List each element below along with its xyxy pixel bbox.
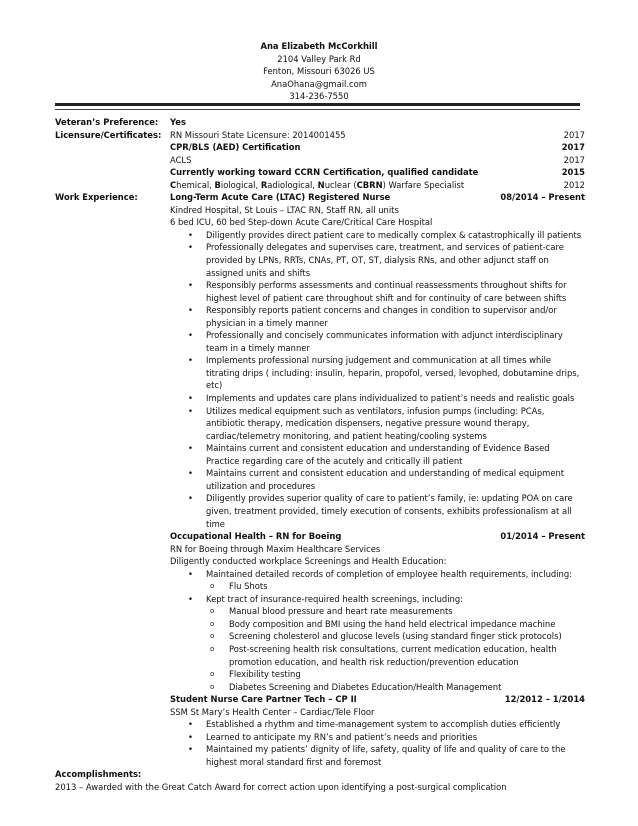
list-item: • Responsibly performs assessments and continual reassessments throughout shifts for highest level of patient care throughout shift and for continuity of care between shifts — [170, 279, 585, 304]
job-title: Occupational Health – RN for Boeing 01/2014 – Present — [170, 531, 585, 542]
city-state-zip: Fenton, Missouri 63026 US — [263, 66, 375, 77]
job-title: Long-Term Acute Care (LTAC) Registered Nurse 08/2014 – Present — [170, 192, 585, 203]
job-description: RN for Boeing through Maxim Healthcare Services Diligently conducted workplace Screenings and Health Education: — [170, 543, 447, 567]
list-item: • Maintained my patients’ dignity of life, safety, quality of life and quality of care to the highest moral standard first and foremost — [170, 743, 585, 768]
list-item: • Utilizes medical equipment such as ventilators, infusion pumps (including: PCAs, antibiotic therapy, medication dispensers, negative pressure wound therapy, cardiac/telemetry monitoring, and patient heating/cooling systems — [170, 405, 585, 443]
header-divider-thick — [55, 103, 580, 106]
job-bullets — [170, 229, 585, 530]
accomplishment-item: 2013 – Awarded with the Great Catch Award for correct action upon identifying a post-surgical complication — [55, 781, 507, 792]
list-item: • Learned to anticipate my RN’s and patient’s needs and priorities — [170, 731, 585, 744]
work-experience-row — [55, 191, 585, 204]
header-divider-thin — [55, 109, 580, 110]
sub-list-item: o Manual blood pressure and heart rate measurements — [170, 605, 585, 618]
license-item: CPR/BLS (AED) Certification 2017 — [170, 142, 585, 153]
list-item: • Maintains current and consistent education and understanding of Evidence Based Practice regarding care of the acutely and critically ill patient — [170, 442, 585, 467]
phone-number: 314-236-7550 — [289, 91, 349, 102]
job-description: SSM St Mary’s Health Center – Cardiac/Tele Floor — [170, 706, 375, 717]
license-row — [55, 154, 585, 167]
veteran-preference-row — [55, 116, 585, 129]
license-item: Currently working toward CCRN Certification, qualified candidate 2015 — [170, 167, 585, 178]
sub-list-item: o Flu Shots — [170, 580, 585, 593]
job2-heading-row — [55, 530, 585, 543]
sub-list-item: o Flexibility testing — [170, 668, 585, 681]
job-title: Student Nurse Care Partner Tech – CP II 12/2012 – 1/2014 — [170, 694, 585, 705]
sub-list-item: o Body composition and BMI using the hand held electrical impedance machine — [170, 618, 585, 631]
list-item: • Professionally and concisely communicates information with adjunct interdisciplinary team in a timely manner — [170, 329, 585, 354]
list-item: • Professionally delegates and supervises care, treatment, and services of patient-care provided by LPNs, RRTs, CNAs, PT, OT, ST, dialysis RNs, and other adjunct staff on assigned units and shifts — [170, 241, 585, 279]
veteran-value: Yes — [170, 117, 186, 127]
job-description: Kindred Hospital, St Louis – LTAC RN, Staff RN, all units 6 bed ICU, 60 bed Step-down Acute Care/Critical Care Hospital — [170, 204, 433, 228]
list-item: • Kept tract of insurance-required health screenings, including: — [170, 593, 585, 606]
license-row — [55, 166, 585, 179]
license-item: ACLS 2017 — [170, 154, 585, 165]
job-bullets — [170, 568, 585, 693]
sub-list-item: o Post-screening health risk consultations, current medication education, health promotion education, and health risk reduction/prevention education — [170, 643, 585, 668]
list-item: • Diligently provides superior quality of care to patient’s family, ie: updating POA on care given, treatment provided, timely execution of consents, exhibits professionalism at all time — [170, 492, 585, 530]
licensure-row — [55, 129, 585, 142]
list-item: • Diligently provides direct patient care to medically complex & catastrophically ill patients — [170, 229, 585, 242]
list-item: • Responsibly reports patient concerns and changes in condition to supervisor and/or physician in a timely manner — [170, 304, 585, 329]
license-row — [55, 179, 585, 192]
accomplishments-label: Accomplishments: — [55, 769, 142, 780]
list-item: • Implements and updates care plans individualized to patient’s needs and realistic goals — [170, 392, 585, 405]
sub-list-item: o Diabetes Screening and Diabetes Education/Health Management — [170, 681, 585, 694]
license-item: RN Missouri State Licensure: 2014001455 2017 — [170, 129, 585, 140]
licensure-label: Licensure/Certificates: — [55, 129, 162, 140]
work-experience-label: Work Experience: — [55, 192, 138, 203]
street-address: 2104 Valley Park Rd — [277, 53, 361, 64]
resume-body — [55, 116, 585, 794]
list-item: • Maintains current and consistent education and understanding of medical equipment utilization and procedures — [170, 467, 585, 492]
sub-list-item: o Screening cholesterol and glucose levels (using standard finger stick protocols) — [170, 630, 585, 643]
veteran-label: Veteran’s Preference: — [55, 117, 159, 127]
license-row — [55, 141, 585, 154]
list-item: • Established a rhythm and time-management system to accomplish duties efficiently — [170, 718, 585, 731]
list-item: • Implements professional nursing judgement and communication at all times while titrating drips ( including: insulin, heparin, propofol, versed, levophed, dobutamine drips, etc) — [170, 354, 585, 392]
email-address: AnaOhana@gmail.com — [271, 78, 367, 89]
job3-heading-row — [55, 693, 585, 706]
job-bullets — [170, 718, 585, 768]
cbrn-item: Chemical, Biological, Radiological, Nuclear (CBRN) Warfare Specialist 2012 — [170, 179, 585, 190]
applicant-name: Ana Elizabeth McCorkhill — [260, 41, 378, 51]
list-item: • Maintained detailed records of completion of employee health requirements, including: — [170, 568, 585, 581]
resume-header — [0, 40, 638, 103]
